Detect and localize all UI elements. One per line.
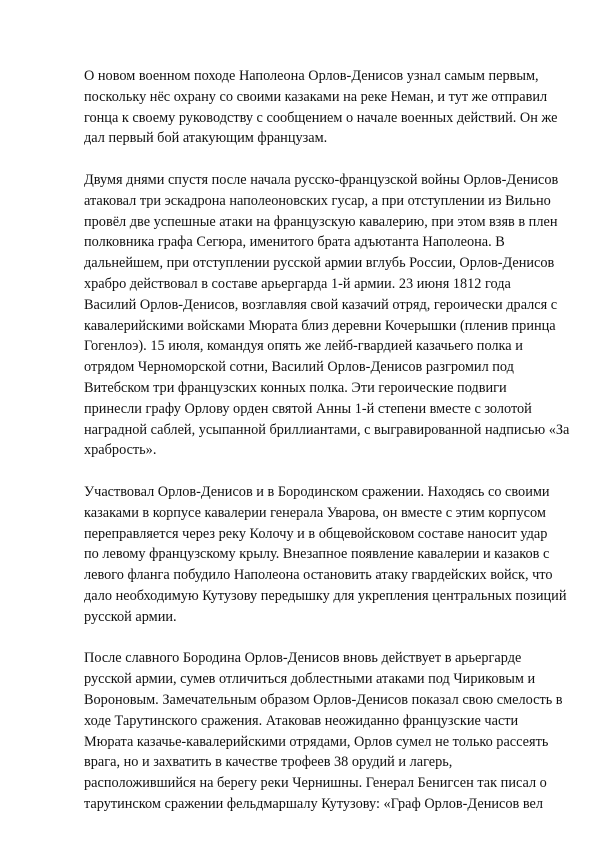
text-line: провёл две успешные атаки на французскую кавалерию, при этом взяв в плен — [84, 213, 558, 230]
text-line: принесли графу Орлову орден святой Анны 1-й степени вместе с золотой — [84, 400, 532, 417]
text-line: переправляется через реку Колочу и в общевойсковом составе наносит удар — [84, 525, 548, 542]
text-line: Участвовал Орлов-Денисов и в Бородинском сражении. Находясь со своими — [84, 483, 550, 500]
text-line: русской армии. — [84, 608, 177, 625]
paragraph-4 — [84, 648, 563, 814]
text-line: отрядом Черноморской сотни, Василий Орлов-Денисов разгромил под — [84, 359, 514, 376]
text-line: поскольку нёс охрану со своими казаками на реке Неман, и тут же отправил — [84, 88, 548, 105]
text-line: тарутинском сражении фельдмаршалу Кутузову: «Граф Орлов-Денисов вел — [84, 795, 543, 812]
text-line: левого фланга побудило Наполеона остановить атаку гвардейских войск, что — [84, 567, 553, 584]
text-line: кавалерийскими войсками Мюрата близ деревни Кочерышки (пленив принца — [84, 317, 556, 334]
text-line: врага, но и захватить в качестве трофеев 38 орудий и лагерь, — [84, 754, 453, 771]
text-line: расположившийся на берегу реки Чернишны. Генерал Бенигсен так писал о — [84, 775, 547, 792]
text-line: гонца к своему руководству с сообщением о начале военных действий. Он же — [84, 109, 558, 126]
text-line: Вороновым. Замечательным образом Орлов-Денисов показал свою смелость в — [84, 691, 563, 708]
paragraph-1 — [84, 66, 558, 149]
text-line: атаковал три эскадрона наполеоновских гусар, а при отступлении из Вильно — [84, 192, 551, 209]
paragraph-3 — [84, 482, 567, 628]
text-line: казаками в корпусе кавалерии генерала Уварова, он вместе с этим корпусом — [84, 504, 546, 521]
text-line: храбрость». — [84, 442, 157, 459]
text-line: ходе Тарутинского сражения. Атаковав неожиданно французские части — [84, 712, 519, 729]
text-line: по левому французскому крылу. Внезапное появление кавалерии и казаков с — [84, 546, 550, 563]
text-line: Гогенлоэ). 15 июля, командуя опять же лейб-гвардией казачьего полка и — [84, 338, 523, 355]
text-line: Витебском три французских конных полка. Эти героические подвиги — [84, 379, 507, 396]
text-line: дало необходимую Кутузову передышку для укрепления центральных позиций — [84, 587, 567, 604]
document-body — [84, 66, 570, 835]
text-line: Двумя днями спустя после начала русско-французской войны Орлов-Денисов — [84, 171, 559, 188]
text-line: полковника графа Сегюра, именитого брата адъютанта Наполеона. В — [84, 234, 505, 251]
text-line: дальнейшем, при отступлении русской армии вглубь России, Орлов-Денисов — [84, 255, 555, 272]
text-line: Мюрата казачье-кавалерийскими отрядами, Орлов сумел не только рассеять — [84, 733, 549, 750]
text-line: Василий Орлов-Денисов, возглавляя свой казачий отряд, героически дрался с — [84, 296, 558, 313]
text-line: После славного Бородина Орлов-Денисов вновь действует в арьергарде — [84, 650, 522, 667]
text-line: дал первый бой атакующим французам. — [84, 130, 328, 147]
paragraph-2 — [84, 170, 570, 461]
text-line: русской армии, сумев отличиться доблестными атаками под Чириковым и — [84, 671, 536, 688]
text-line: О новом военном походе Наполеона Орлов-Денисов узнал самым первым, — [84, 68, 539, 84]
text-line: наградной саблей, усыпанной бриллиантами, с выгравированной надписью «За — [84, 421, 570, 438]
text-line: храбро действовал в составе арьергарда 1-й армии. 23 июня 1812 года — [84, 275, 511, 292]
